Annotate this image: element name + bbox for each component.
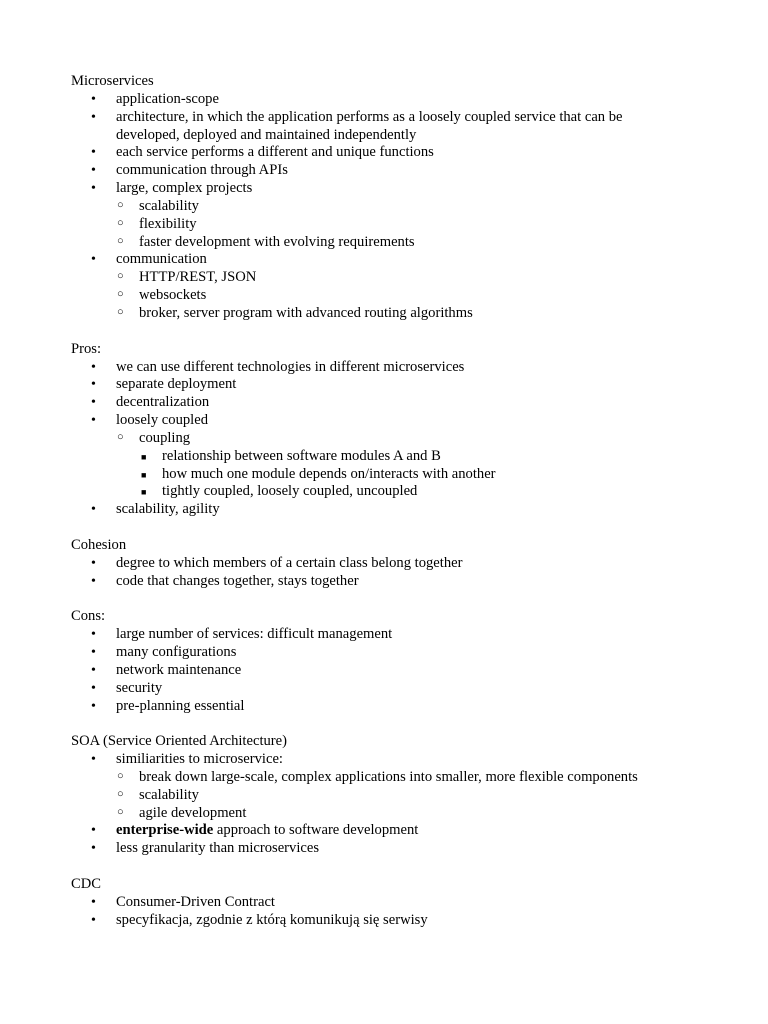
list-item: ○ flexibility xyxy=(117,215,197,232)
list-item: ○ faster development with evolving requirements xyxy=(117,233,415,250)
list-item: ○ scalability xyxy=(117,786,199,803)
circle-bullet-icon: ○ xyxy=(117,216,124,229)
section-cohesion xyxy=(71,537,681,591)
bullet-list xyxy=(71,626,681,715)
bullet-icon: • xyxy=(91,91,96,107)
list-item: ○ websockets xyxy=(117,287,207,304)
list-item: ○ agile development xyxy=(117,804,247,821)
section-soa xyxy=(71,733,681,858)
list-item: ○ break down large-scale, complex applications into smaller, more flexible components xyxy=(117,768,638,785)
circle-bullet-icon: ○ xyxy=(117,305,124,318)
list-item: ■ relationship between software modules A and B xyxy=(71,448,681,466)
bullet-icon: • xyxy=(91,573,96,589)
bold-term: enterprise-wide xyxy=(116,822,214,839)
list-item: • similiarities to microservice: xyxy=(91,751,283,768)
section-heading: Microservices xyxy=(71,73,154,89)
list-item: • each service performs a different and unique functions xyxy=(91,144,434,161)
bullet-icon: • xyxy=(91,181,96,197)
bullet-icon: • xyxy=(91,413,96,429)
list-item: • we can use different technologies in different microservices xyxy=(91,358,465,375)
section-cdc xyxy=(71,876,681,930)
bullet-icon: • xyxy=(91,627,96,643)
section-heading: Pros: xyxy=(71,340,102,357)
list-item: • specyfikacja, zgodnie z którą komunikują się serwisy xyxy=(91,911,428,928)
list-item: • communication xyxy=(91,251,207,268)
list-item: • degree to which members of a certain class belong together xyxy=(91,554,463,571)
list-item: • loosely coupled xyxy=(91,412,209,429)
bullet-icon: • xyxy=(91,841,96,857)
list-item: ○ broker, server program with advanced routing algorithms xyxy=(117,304,473,321)
section-cons xyxy=(71,608,681,715)
square-bullet-icon: ■ xyxy=(141,451,147,462)
bullet-icon: • xyxy=(91,912,96,928)
bullet-list xyxy=(71,91,681,323)
bullet-icon: • xyxy=(91,163,96,179)
bullet-icon: • xyxy=(91,109,96,125)
list-item: • separate deployment xyxy=(91,376,237,393)
bullet-list xyxy=(71,555,681,591)
list-item: • Consumer-Driven Contract xyxy=(91,893,275,910)
list-item: ■ how much one module depends on/interacts with another xyxy=(71,466,681,484)
circle-bullet-icon: ○ xyxy=(117,769,124,782)
list-item: • architecture, in which the application performs as a loosely coupled service that can be developed, deployed and maintained independently xyxy=(91,108,623,143)
section-microservices xyxy=(71,73,681,323)
list-item: • enterprise-wide approach to software development xyxy=(91,822,419,839)
list-item: • application-scope xyxy=(91,90,219,107)
bullet-list xyxy=(71,894,681,930)
bullet-icon: • xyxy=(91,823,96,839)
list-item: • scalability, agility xyxy=(91,501,220,518)
list-item: ■ tightly coupled, loosely coupled, uncoupled xyxy=(71,483,681,501)
circle-bullet-icon: ○ xyxy=(117,270,124,283)
section-heading: CDC xyxy=(71,875,102,892)
circle-bullet-icon: ○ xyxy=(117,234,124,247)
list-item: • large, complex projects xyxy=(91,180,253,197)
bullet-icon: • xyxy=(91,502,96,518)
bullet-icon: • xyxy=(91,145,96,161)
list-item: ○ scalability xyxy=(117,197,199,214)
list-item: ○ HTTP/REST, JSON xyxy=(117,269,257,286)
section-pros xyxy=(71,341,681,519)
bullet-icon: • xyxy=(91,252,96,268)
bullet-icon: • xyxy=(91,395,96,411)
list-item: • pre-planning essential xyxy=(91,697,245,714)
bullet-icon: • xyxy=(91,662,96,678)
section-heading: SOA (Service Oriented Architecture) xyxy=(71,733,287,750)
bullet-icon: • xyxy=(91,680,96,696)
bullet-icon: • xyxy=(91,377,96,393)
square-bullet-icon: ■ xyxy=(141,487,147,498)
circle-bullet-icon: ○ xyxy=(117,787,124,800)
list-item: • security xyxy=(91,679,163,696)
list-item: • large number of services: difficult management xyxy=(91,626,393,643)
bullet-icon: • xyxy=(91,752,96,768)
list-item: ○ coupling xyxy=(117,429,191,446)
section-heading: Cohesion xyxy=(71,536,127,553)
list-item: • less granularity than microservices xyxy=(91,840,320,857)
circle-bullet-icon: ○ xyxy=(117,288,124,301)
document-page xyxy=(71,73,681,947)
bullet-icon: • xyxy=(91,359,96,375)
bullet-icon: • xyxy=(91,698,96,714)
bullet-icon: • xyxy=(91,555,96,571)
list-item: • communication through APIs xyxy=(91,162,288,179)
list-item: • network maintenance xyxy=(91,661,242,678)
section-heading: Cons: xyxy=(71,608,106,625)
circle-bullet-icon: ○ xyxy=(117,805,124,818)
list-item: • many configurations xyxy=(91,644,237,660)
list-item: • code that changes together, stays together xyxy=(91,572,359,589)
square-bullet-icon: ■ xyxy=(141,469,147,480)
bullet-icon: • xyxy=(91,645,96,660)
circle-bullet-icon: ○ xyxy=(117,430,124,443)
bullet-list xyxy=(71,359,681,520)
bullet-icon: • xyxy=(91,894,96,910)
circle-bullet-icon: ○ xyxy=(117,198,124,211)
list-item: • decentralization xyxy=(91,394,210,411)
bullet-list xyxy=(71,751,681,858)
